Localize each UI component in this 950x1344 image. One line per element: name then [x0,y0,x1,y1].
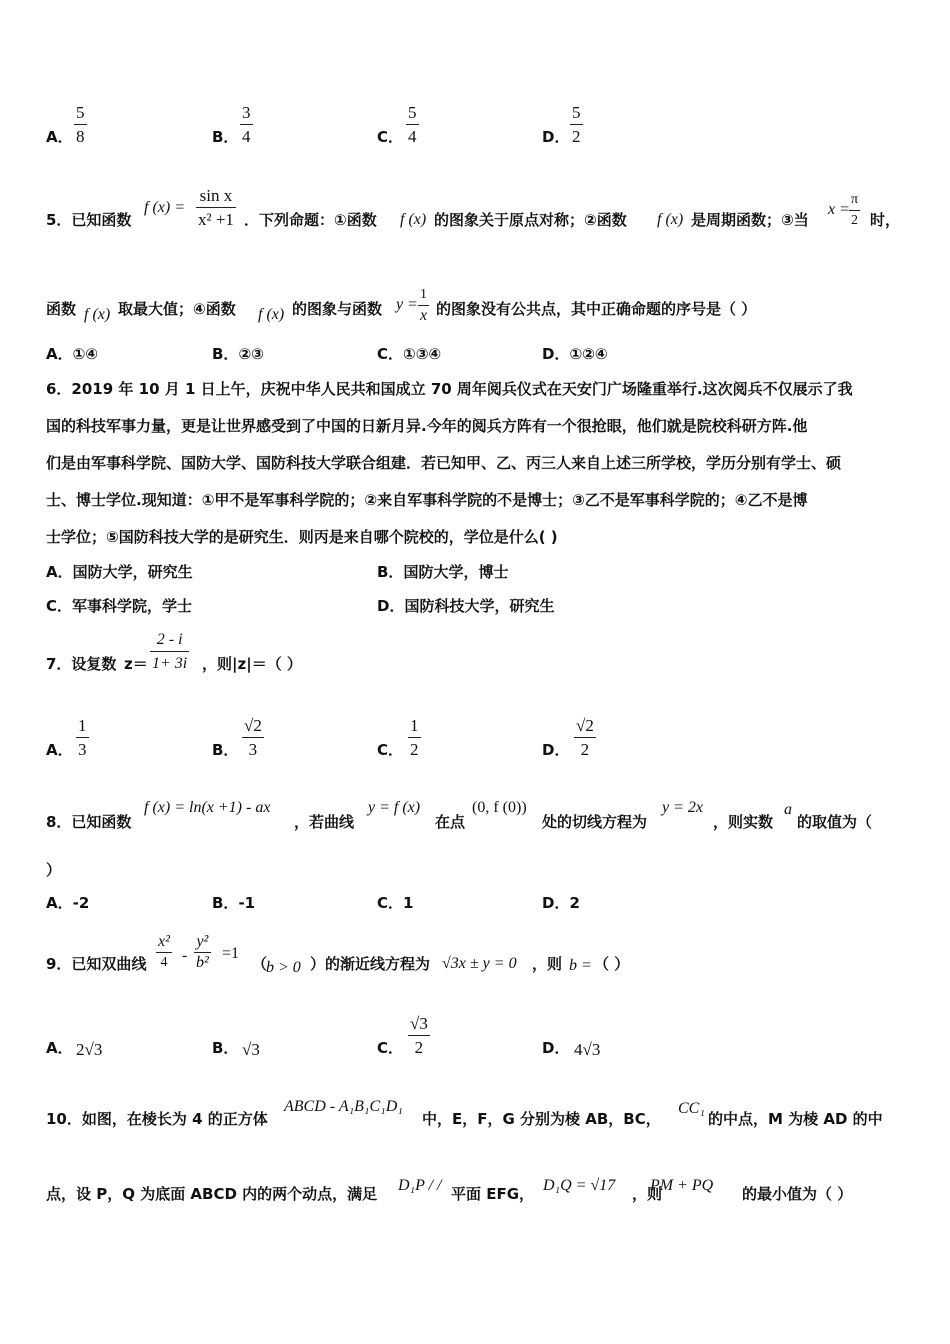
q5-one-over-x: 1 x [420,287,428,324]
q5-option-d: D．①②④ [542,345,608,363]
q6-option-a: A．国防大学，研究生 [46,563,193,581]
q9-stem: 9．已知双曲线 x² 4 - y² b² =1 （ b > 0 ）的渐近线方程为 √3x ± y = 0 ，则 b = （ ） [46,933,630,976]
q7-stem: 7．设复数 z＝ 2 - i 1+ 3i ，则|z|＝（ ） [46,631,302,673]
q5-pi-over-2: π 2 [851,192,859,228]
q4-option-a-label: A． [46,128,73,146]
q5-stem-line2: 函数 f (x) 取最大值；④函数 f (x) 的图象与函数 y = 1 x 的图象没有公共点，其中正确命题的序号是（ ） [46,287,757,324]
q6-option-b: B．国防大学，博士 [377,563,509,581]
q7-option-a-value: 1 3 [78,716,87,759]
q8-option-c: C．1 [377,894,414,912]
q4-option-c-value: 5 4 [408,103,417,146]
q8-stem: 8．已知函数 f (x) = ln(x +1) - ax ，若曲线 y = f (x) 在点 (0, f (0)) 处的切线方程为 y = 2x ，则实数 a 的取值为（ [46,799,873,831]
q4-option-b-label: B． [212,128,239,146]
q4-option-c-label: C． [377,128,404,146]
q7-complex-fraction: 2 - i 1+ 3i [152,631,188,672]
q8-option-a: A．-2 [46,894,90,912]
q4-option-a-value: 5 8 [76,103,85,146]
q7-option-b-value: √2 3 [244,716,262,759]
q9-y2-over-b2: y² b² [196,933,209,971]
q7-options: A． 1 3 B． √2 3 C． 1 2 D． √2 2 [46,716,594,759]
q9-x2-over-4: x² 4 [158,933,170,970]
q4-option-d-label: D． [542,128,570,146]
q7-option-d-value: √2 2 [576,716,594,759]
q5-option-a: A．①④ [46,345,99,363]
q8-options [46,893,906,915]
q9-option-c-value: √3 2 [410,1014,428,1057]
q9-option-a-value: 2√3 [76,1040,103,1059]
q6-option-c: C．军事科学院，学士 [46,597,193,615]
q9-option-d-value: 4√3 [574,1040,601,1059]
q10-stem-line1: 10．如图，在棱长为 4 的正方体 ABCD - A₁B₁C₁D₁ 中，E，F，G 分别为棱 AB，BC， CC₁ 的中点，M 为棱 AD 的中 [46,1098,883,1128]
q5-stem-line1: 5．已知函数 f (x) = sin x x² +1 ．下列命题：①函数 f (x) 的图象关于原点对称；②函数 f (x) 是周期函数；③当 x = π 2 时， [46,186,901,229]
q8-option-d: D．2 [542,894,580,912]
q5-option-b: B．②③ [212,345,264,363]
q8-stem-close: ） [46,861,62,879]
q4-option-b-value: 3 4 [242,103,251,146]
q5-options [46,344,906,366]
q5-function-fraction: sin x x² +1 [198,186,234,229]
q5-option-c: C．①③④ [377,345,442,363]
q8-option-b: B．-1 [212,894,256,912]
q7-option-c-value: 1 2 [410,716,419,759]
q10-stem-line2: 点，设 P，Q 为底面 ABCD 内的两个动点，满足 D₁P / / 平面 EFG， D₁Q = √17 ，则 PM + PQ 的最小值为（ ） [46,1177,853,1203]
q6-option-d: D．国防科技大学，研究生 [377,597,555,615]
q9-option-b-value: √3 [242,1040,260,1059]
q4-option-d-value: 5 2 [572,103,581,146]
q6-options [46,562,906,622]
q9-options: A． 2√3 B． √3 C． √3 2 D． 4√3 [46,1014,601,1059]
